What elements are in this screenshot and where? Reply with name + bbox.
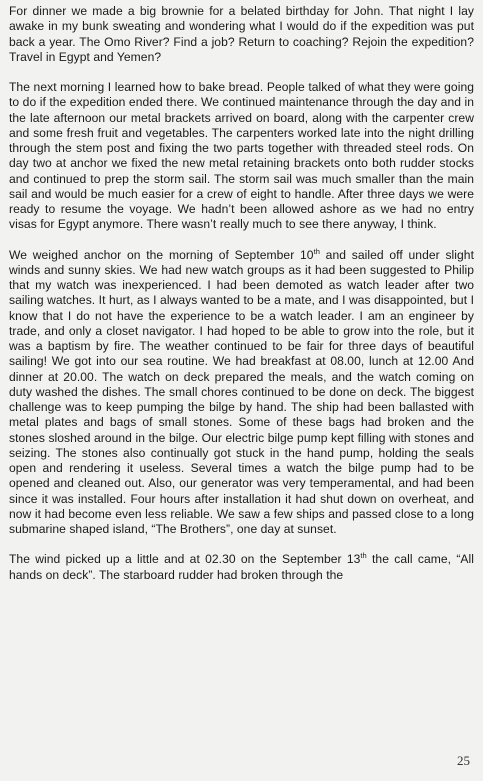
- paragraph-text: For dinner we made a big brownie for a belated birthday for John. That night I lay awake in my bunk sweating and wondering what I would do if the expedition was put back a year. The Omo River? Find a job? Return to coaching? Rejoin the expedition? Travel in Egypt and Yemen?: [9, 4, 474, 64]
- paragraph-gap: [9, 537, 474, 552]
- paragraph-1: [9, 4, 474, 65]
- paragraph-gap: [9, 233, 474, 248]
- page-number: 25: [457, 753, 470, 768]
- paragraph-text: We weighed anchor on the morning of September 10: [9, 247, 314, 262]
- paragraph-gap: [9, 65, 474, 80]
- paragraph-text: The wind picked up a little and at 02.30 on the September 13: [9, 552, 361, 567]
- ordinal-suffix: th: [313, 246, 320, 256]
- paragraph-3: [9, 248, 474, 538]
- paragraph-text: the call came, “All hands on deck”. The starboard rudder had broken through the: [9, 552, 474, 582]
- paragraph-4: [9, 552, 474, 583]
- ordinal-suffix: th: [360, 551, 367, 561]
- paragraph-text: and sailed off under slight winds and sunny skies. We had new watch groups as it had been suggested to Philip that my watch was inexperienced. I had been demoted as watch leader after two sailing watches. It hurt, as I always wanted to be a mate, and I was disappointed, but I know that I do not have the experience to be a watch leader. I am an engineer by trade, and only a closet navigator. I had hoped to be able to grow into the role, but it was a baptism by fire. The weather continued to be fair for three days of beautiful sailing! We got into our sea routine. We had breakfast at 08.00, lunch at 12.00 And dinner at 20.00. The watch on deck prepared the meals, and the watch coming on duty washed the dishes. The small chores continued to be done on deck. The biggest challenge was to keep pumping the bilge by hand. The ship had been ballasted with metal plates and bags of small stones. Some of these bags had broken and the stones sloshed around in the bilge. Our electric bilge pump kept filling with stones and seizing. The stones also continually got stuck in the hand pump, holding the seals open and rendering it useless. Several times a watch the bilge pump had to be opened and cleaned out. Also, our generator was very temperamental, and had been since it was installed. Four hours after installation it had shut down on overheat, and now it had become even less reliable. We saw a few ships and passed close to a long submarine shaped island, “The Brothers”, one day at sunset.: [9, 247, 474, 536]
- paragraph-text: The next morning I learned how to bake bread. People talked of what they were going to do if the expedition ended there. We continued maintenance through the day and in the late afternoon our metal brackets arrived on board, along with the carpenter crew and some fresh fruit and vegetables. The carpenters worked late into the night drilling through the stem post and fixing the two parts together with threaded steel rods. On day two at anchor we fixed the new metal retaining brackets onto both rudder stocks and continued to prep the storm sail. The storm sail was much smaller than the main sail and would be much easier for a crew of eight to handle. After three days we were ready to resume the voyage. We hadn’t been allowed ashore as we had no entry visas for Egypt anymore. There wasn’t really much to see there anyway, I think.: [9, 80, 474, 232]
- paragraph-2: [9, 80, 474, 233]
